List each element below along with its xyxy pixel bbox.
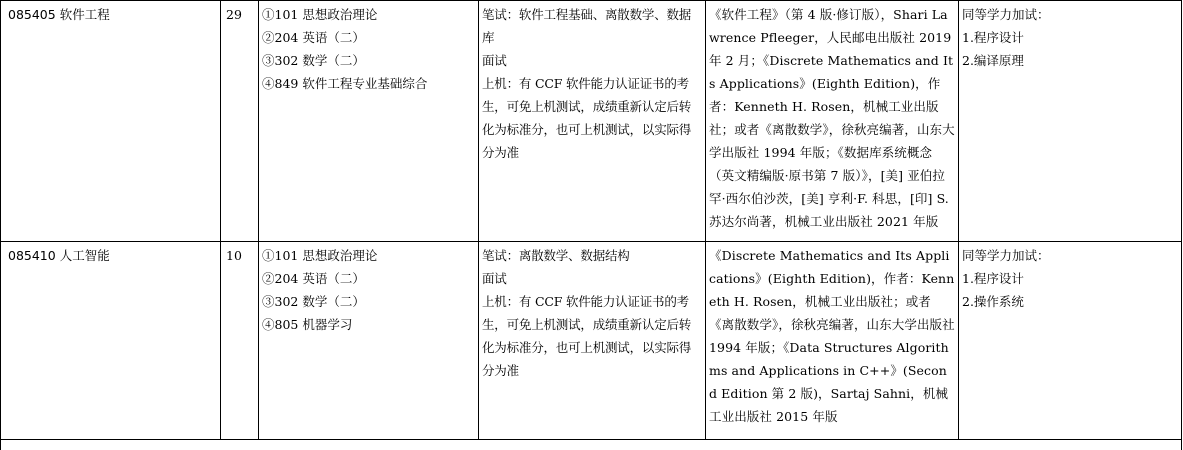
- extra-exam-item: 1.程序设计: [962, 26, 1178, 49]
- extra-exam-item: 同等学力加试：: [962, 244, 1178, 267]
- reference-books-text: 《软件工程》（第 4 版·修订版），Shari Lawrence Pfleeger，人民邮电出版社 2019 年 2 月；《Discrete Mathematics and Its Applications》(Eighth Edition)，作者：Kenneth H. Rosen，机械工业出版社；或者《离散数学》，徐秋亮编著，山东大学出版社 1994 年版；《数据库系统概念（英文精编版·原书第 7 版）》，[美] 亚伯拉罕·西尔伯沙茨，[美] 亨利·F. 科思，[印] S. 苏达尔尚著，机械工业出版社 2021 年版: [709, 3, 955, 233]
- retest-text: 笔试：软件工程基础、离散数学、数据库 面试 上机：有 CCF 软件能力认证证书的考生，可免上机测试，成绩重新认定后转化为标准分，也可上机测试，以实际得分为准: [482, 3, 702, 164]
- retest-cell: [479, 242, 706, 440]
- extra-exam-item: 1.程序设计: [962, 267, 1178, 290]
- subject-item: ③302 数学（二）: [262, 290, 475, 313]
- quota-cell: 29: [221, 1, 259, 242]
- next-row-cell: [1, 440, 1182, 450]
- exam-subjects-cell: [259, 1, 479, 242]
- subject-item: ④849 软件工程专业基础综合: [262, 72, 475, 95]
- extra-exam-cell: [959, 1, 1182, 242]
- extra-exam-item: 2.编译原理: [962, 49, 1178, 72]
- extra-exam-cell: [959, 242, 1182, 440]
- extra-exam-item: 2.操作系统: [962, 290, 1178, 313]
- reference-books-cell: [706, 1, 959, 242]
- table-row-partial: [1, 440, 1182, 450]
- exam-subjects-cell: [259, 242, 479, 440]
- reference-books-cell: [706, 242, 959, 440]
- table-row: [1, 1, 1182, 242]
- quota-cell: 10: [221, 242, 259, 440]
- subject-item: ①101 思想政治理论: [262, 244, 475, 267]
- table-row: [1, 242, 1182, 440]
- retest-cell: [479, 1, 706, 242]
- subject-item: ③302 数学（二）: [262, 49, 475, 72]
- reference-books-text: 《Discrete Mathematics and Its Applications》(Eighth Edition)，作者：Kenneth H. Rosen，机械工业出版社；或者《离散数学》，徐秋亮编著，山东大学出版社 1994 年版；《Data Structures Algorithms and Applications in C++》(Second Edition 第 2 版)，Sartaj Sahni，机械工业出版社 2015 年版: [709, 244, 955, 428]
- subject-item: ②204 英语（二）: [262, 267, 475, 290]
- major-cell: 085410 人工智能: [1, 242, 221, 440]
- subject-item: ④805 机器学习: [262, 313, 475, 336]
- retest-text: 笔试：离散数学、数据结构 面试 上机：有 CCF 软件能力认证证书的考生，可免上机测试，成绩重新认定后转化为标准分，也可上机测试，以实际得分为准: [482, 244, 702, 382]
- extra-exam-item: 同等学力加试：: [962, 3, 1178, 26]
- subject-item: ①101 思想政治理论: [262, 3, 475, 26]
- major-cell: 085405 软件工程: [1, 1, 221, 242]
- subject-item: ②204 英语（二）: [262, 26, 475, 49]
